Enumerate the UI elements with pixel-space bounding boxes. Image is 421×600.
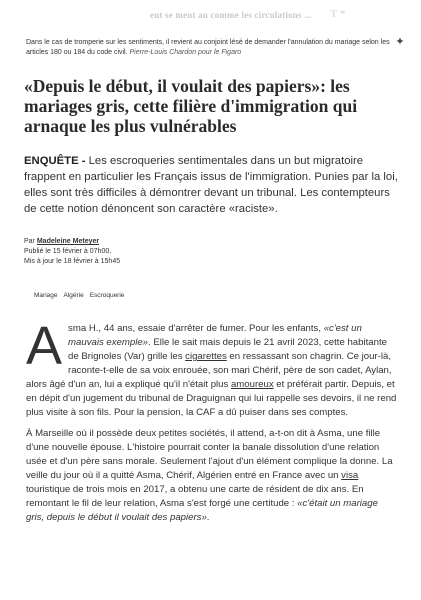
figaro-mark-icon: ✦ (395, 36, 405, 48)
p2-text-c: . (206, 512, 210, 523)
drop-cap: A (26, 316, 63, 376)
published-date: Publié le 15 février à 07h00, (24, 248, 112, 255)
tag-mariage[interactable]: Mariage (34, 292, 58, 299)
paragraph-1 (26, 316, 398, 420)
p1-text-d: et préférait partir. Depuis, et en dépit d'un jugement du tribunal de Draguignan qui lui rappelle ses devoirs, il ne rend plus visite à son fils. Pour la pension, la CAF a dû puiser dans ses comptes. (26, 379, 397, 418)
byline (24, 237, 324, 267)
paragraph-2 (26, 427, 398, 525)
article-body (26, 316, 398, 532)
updated-date: Mis à jour le 18 février à 15h45 (24, 258, 121, 265)
p2-quote: «c'était un mariage gris, depuis le début il voulait des papiers» (26, 498, 378, 523)
photo-caption (26, 38, 396, 58)
link-amoureux[interactable]: amoureux (230, 379, 274, 390)
link-cigarettes[interactable]: cigarettes (185, 351, 227, 362)
lede-text: Les escroqueries sentimentales dans un but migratoire frappent en particulier les Français issus de l'immigration. Punies par la loi, elles sont très difficiles à démontrer devant un tribunal. Les contempteurs de cette notion dénoncent son caractère «raciste». (24, 155, 398, 215)
p1-quote: «c'est un mauvais exemple» (68, 323, 362, 348)
p1-text-b: . Elle le sait mais depuis le 21 avril 2023, cette habitante de Brignoles (Var) grille les (68, 337, 387, 362)
p2-text-b: touristique de trois mois en 2017, a obtenu une carte de résident de dix ans. En remontant le fil de leur relation, Asma s'est forgé une certitude : (26, 484, 364, 509)
bleed-through-text: ent se ment au comme les circulations ... (150, 10, 312, 20)
tag-list (34, 292, 124, 299)
tag-algerie[interactable]: Algérie (63, 292, 84, 299)
article-headline: «Depuis le début, il voulait des papiers»: les mariages gris, cette filière d'immigration qui arnaque les plus vulnérables (24, 76, 358, 136)
author-link[interactable]: Madeleine Meteyer (36, 238, 100, 245)
p1-text-a: sma H., 44 ans, essaie d'arrêter de fumer. Pour les enfants, (68, 323, 324, 334)
tag-escroquerie[interactable]: Escroquerie (89, 292, 125, 299)
lede-tag: ENQUÊTE - (24, 155, 86, 167)
caption-text: Dans le cas de tromperie sur les sentiments, il revient au conjoint lésé de demander l'annulation du mariage selon les articles 180 ou 184 du code civil. (26, 39, 390, 56)
bleed-through-mark: T * (330, 8, 346, 20)
p2-text-a: À Marseille où il possède deux petites sociétés, il attend, a-t-on dit à Asma, une fille d'une nouvelle épouse. L'histoire pourrait conter la banale dissolution d'une relation usée et d'un père sans morale. Seulement l'ajout d'un élément complique la donne. La veille du jour où il a quitté Asma, Chérif, Algérien entré en France avec un (26, 428, 393, 481)
byline-prefix: Par (24, 238, 37, 245)
caption-credit: Pierre-Louis Chardon pour le Figaro (129, 49, 242, 56)
article-lede (24, 153, 402, 217)
link-visa[interactable]: visa (341, 470, 359, 481)
p1-text-c: en ressassant son chagrin. Ce jour-là, raconte-t-elle de sa voix enrouée, son mari Chérif, père de son cadet, Aylan, alors âgé d'un an, lui a expliqué qu'il n'était plus (26, 351, 392, 390)
